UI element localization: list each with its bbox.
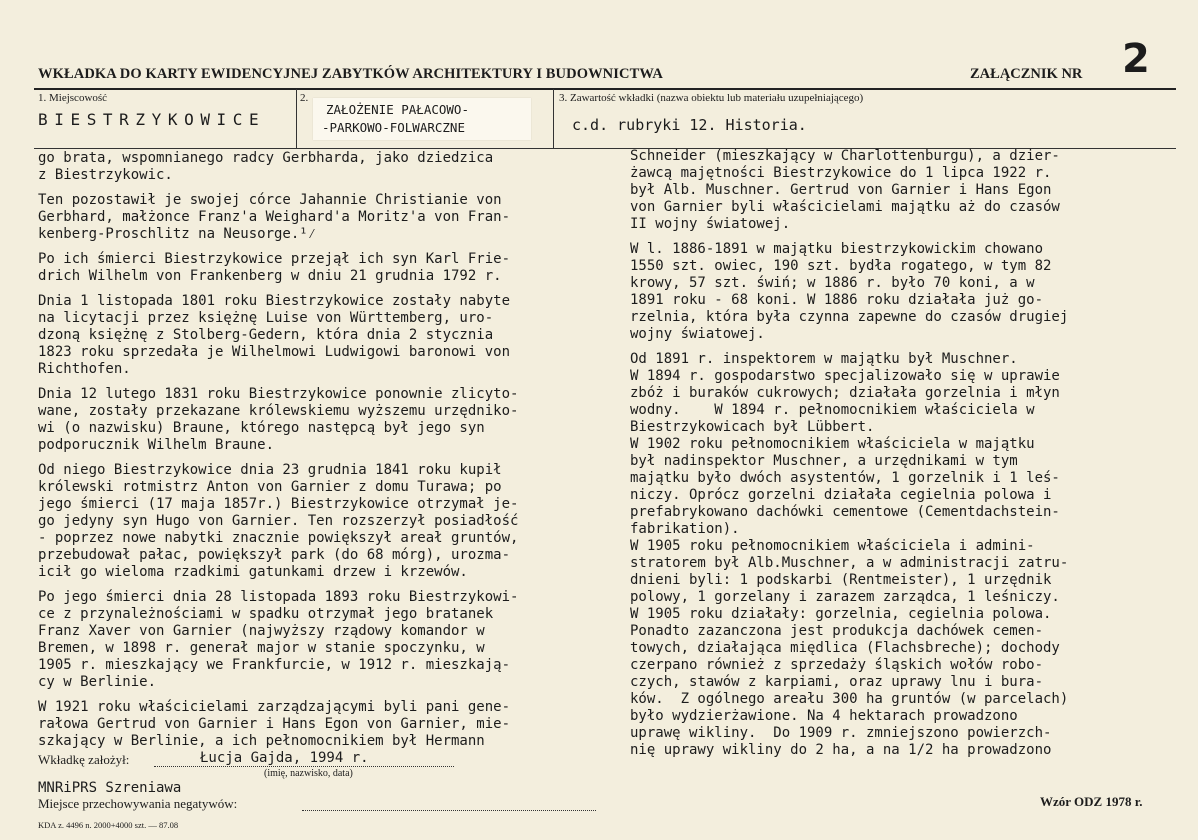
left-column-text-line: kenberg-Proschlitz na Neusorge.¹⁄ bbox=[38, 226, 317, 242]
paragraph-gap bbox=[38, 243, 518, 251]
right-column-text-line: czerpano również z sprzedaży śląskich wołów robo- bbox=[630, 657, 1044, 673]
left-column-text-line: ce z przynależnościami w spadku otrzymał jego bratanek bbox=[38, 606, 494, 622]
right-column-text-line: wodny. W 1894 r. pełnomocnikiem właściciela w bbox=[630, 402, 1035, 418]
left-column-text-line: go jedyny syn Hugo von Garnier. Ten rozszerzył posiadłość bbox=[38, 513, 519, 529]
right-column-text-line: Biestrzykowicach był Lübbert. bbox=[630, 419, 875, 435]
left-column-text-line: Bremen, w 1898 r. generał major w stanie spoczynku, w bbox=[38, 640, 485, 656]
right-column-text-line: stratorem był Alb.Muschner, a w administracji zatru- bbox=[630, 555, 1069, 571]
field-3-value: c.d. rubryki 12. Historia. bbox=[572, 116, 807, 134]
right-column-text-line: 1550 szt. owiec, 190 szt. bydła rogatego, w tym 82 bbox=[630, 258, 1052, 274]
paragraph-gap bbox=[38, 581, 518, 589]
paragraph-gap bbox=[38, 285, 518, 293]
paragraph-gap bbox=[38, 454, 518, 462]
paragraph-gap bbox=[630, 233, 1068, 241]
left-column-text-line: Dnia 12 lutego 1831 roku Biestrzykowice ponownie zlicyto- bbox=[38, 386, 519, 402]
author-value: Łucja Gajda, 1994 r. bbox=[200, 750, 369, 766]
left-column-text-line: Dnia 1 listopada 1801 roku Biestrzykowice zostały nabyte bbox=[38, 293, 511, 309]
field-2-line-1: ZAŁOŻENIE PAŁACOWO- bbox=[326, 102, 469, 117]
right-column-text-line: polowy, 1 gorzelany i zarazem zarządca, 1 leśniczy. bbox=[630, 589, 1060, 605]
left-column-text-line: dzoną księżnę z Stolberg-Gedern, która dnia 2 stycznia bbox=[38, 327, 494, 343]
annex-label: ZAŁĄCZNIK NR bbox=[970, 66, 1083, 82]
right-column-text-line: ków. Z ogólnego areału 300 ha gruntów (w parcelach) bbox=[630, 691, 1069, 707]
left-column-text-line: Ten pozostawił je swojej córce Jahannie Christianie von bbox=[38, 192, 502, 208]
history-right-column bbox=[630, 148, 1068, 759]
right-column-text-line: von Garnier byli właścicielami majątku aż do czasów bbox=[630, 199, 1060, 215]
right-column-text-line: rzelnia, która była czynna zapewne do czasów drugiej bbox=[630, 309, 1069, 325]
right-column-text-line: W 1894 r. gospodarstwo specjalizowało się w uprawie bbox=[630, 368, 1060, 384]
left-column-text-line: Franz Xaver von Garnier (najwyższy rządowy komandor w bbox=[38, 623, 485, 639]
history-left-column bbox=[38, 150, 518, 750]
storage-dotted-line bbox=[302, 810, 596, 811]
right-column-text-line: krowy, 57 szt. świń; w 1886 r. było 70 koni, a w bbox=[630, 275, 1035, 291]
right-column-text-line: W 1902 roku pełnomocnikiem właściciela w majątku bbox=[630, 436, 1035, 452]
left-column-text-line: go brata, wspomnianego radcy Gerbharda, jako dziedzica bbox=[38, 150, 494, 166]
field-3-label: 3. Zawartość wkładki (nazwa obiektu lub materiału uzupełniającego) bbox=[559, 92, 864, 104]
right-column-text-line: był Alb. Muschner. Gertrud von Garnier i Hans Egon bbox=[630, 182, 1052, 198]
left-column-text-line: - poprzez nowe nabytki znacznie powiększył areał gruntów, bbox=[38, 530, 519, 546]
form-pattern: Wzór ODZ 1978 r. bbox=[1040, 794, 1143, 809]
right-column-text-line: żawcą majętności Biestrzykowice do 1 lipca 1922 r. bbox=[630, 165, 1052, 181]
left-column-text-line: rałowa Gertrud von Garnier i Hans Egon von Garnier, mie- bbox=[38, 716, 511, 732]
left-column-text-line: jego śmierci (17 maja 1857r.) Biestrzykowice otrzymał je- bbox=[38, 496, 519, 512]
left-column-text-line: drich Wilhelm von Frankenberg w dniu 21 grudnia 1792 r. bbox=[38, 268, 502, 284]
right-column-text-line: był nadinspektor Muschner, a urzędnikami w tym bbox=[630, 453, 1018, 469]
right-column-text-line: W 1905 roku pełnomocnikiem właściciela i admini- bbox=[630, 538, 1035, 554]
right-column-text-line: W l. 1886-1891 w majątku biestrzykowickim chowano bbox=[630, 241, 1044, 257]
annex-number: 2 bbox=[1122, 36, 1150, 82]
right-column-text-line: Od 1891 r. inspektorem w majątku był Muschner. bbox=[630, 351, 1018, 367]
right-column-text-line: uprawę wikliny. Do 1909 r. zmniejszono powierzch- bbox=[630, 725, 1052, 741]
right-column-text-line: towych, działająca międlica (Flachsbreche); dochody bbox=[630, 640, 1060, 656]
field-1-label: 1. Miejscowość bbox=[38, 92, 108, 104]
right-column-text-line: czych, stawów z karpiami, oraz uprawy lnu i bura- bbox=[630, 674, 1044, 690]
left-column-text-line: cy w Berlinie. bbox=[38, 674, 157, 690]
right-column-text-line: II wojny światowej. bbox=[630, 216, 791, 232]
right-column-text-line: nię uprawy wikliny do 2 ha, a na 1/2 ha prowadzono bbox=[630, 742, 1052, 758]
left-column-text-line: Gerbhard, małżonce Franz'a Weighard'a Moritz'a von Fran- bbox=[38, 209, 511, 225]
left-column-text-line: W 1921 roku właścicielami zarządzającymi byli pani gene- bbox=[38, 699, 511, 715]
right-column-text-line: fabrikation). bbox=[630, 521, 740, 537]
left-column-text-line: na licytacji przez księżnę Luise von Württemberg, uro- bbox=[38, 310, 494, 326]
right-column-text-line: było wydzierżawione. Na 4 hektarach prowadzono bbox=[630, 708, 1018, 724]
author-caption: (imię, nazwisko, data) bbox=[264, 768, 353, 779]
right-column-text-line: wojny światowej. bbox=[630, 326, 765, 342]
left-column-text-line: Po jego śmierci dnia 28 listopada 1893 roku Biestrzykowi- bbox=[38, 589, 519, 605]
author-label: Wkładkę założył: bbox=[38, 752, 130, 767]
right-column-text-line: niczy. Oprócz gorzelni działała cegielnia polowa i bbox=[630, 487, 1052, 503]
right-column-text-line: Ponadto zazanczona jest produkcja dachówek cemen- bbox=[630, 623, 1044, 639]
left-column-text-line: icił go wieloma rzadkimi gatunkami drzew i krzewów. bbox=[38, 564, 468, 580]
right-column-text-line: W 1905 roku działały: gorzelnia, cegielnia polowa. bbox=[630, 606, 1052, 622]
field-1-value: BIESTRZYKOWICE bbox=[38, 110, 266, 129]
author-dotted-line bbox=[154, 766, 454, 767]
left-column-text-line: Od niego Biestrzykowice dnia 23 grudnia 1841 roku kupił bbox=[38, 462, 502, 478]
field-2-line-2: -PARKOWO-FOLWARCZNE bbox=[322, 120, 465, 135]
paragraph-gap bbox=[38, 378, 518, 386]
right-column-text-line: zbóż i buraków cukrowych; działała gorzelnia i młyn bbox=[630, 385, 1060, 401]
card-title: WKŁADKA DO KARTY EWIDENCYJNEJ ZABYTKÓW ARCHITEKTURY I BUDOWNICTWA bbox=[38, 66, 663, 82]
left-column-text-line: wi (o nazwisku) Braune, którego następcą był jego syn bbox=[38, 420, 485, 436]
paragraph-gap bbox=[630, 343, 1068, 351]
left-column-text-line: królewski rotmistrz Anton von Garnier z domu Turawa; po bbox=[38, 479, 502, 495]
left-column-text-line: podporucznik Wilhelm Braune. bbox=[38, 437, 275, 453]
storage-label: Miejsce przechowywania negatywów: bbox=[38, 796, 238, 811]
field-divider-2 bbox=[553, 89, 554, 149]
header-rule bbox=[34, 88, 1176, 90]
right-column-text-line: 1891 roku - 68 koni. W 1886 roku działała już go- bbox=[630, 292, 1044, 308]
left-column-text-line: z Biestrzykowic. bbox=[38, 167, 173, 183]
right-column-text-line: dnieni byli: 1 podskarbi (Rentmeister), 1 urzędnik bbox=[630, 572, 1052, 588]
left-column-text-line: wane, zostały przekazane królewskiemu wyższemu urzędniko- bbox=[38, 403, 519, 419]
right-column-text-line: prefabrykowano dachówki cementowe (Cementdachstein- bbox=[630, 504, 1060, 520]
field-divider-1 bbox=[296, 89, 297, 149]
print-info: KDA z. 4496 n. 2000+4000 szt. — 87.08 bbox=[38, 820, 179, 830]
left-column-text-line: 1905 r. mieszkający we Frankfurcie, w 1912 r. mieszkają- bbox=[38, 657, 511, 673]
storage-value: MNRiPRS Szreniawa bbox=[38, 780, 182, 796]
left-column-text-line: przebudował pałac, powiększył park (do 68 mórg), urozma- bbox=[38, 547, 511, 563]
right-column-text-line: Schneider (mieszkający w Charlottenburgu), a dzier- bbox=[630, 148, 1060, 164]
left-column-text-line: Po ich śmierci Biestrzykowice przejął ich syn Karl Frie- bbox=[38, 251, 511, 267]
field-2-label: 2. bbox=[300, 92, 309, 104]
left-column-text-line: 1823 roku sprzedała je Wilhelmowi Ludwigowi baronowi von bbox=[38, 344, 511, 360]
paragraph-gap bbox=[38, 184, 518, 192]
left-column-text-line: Richthofen. bbox=[38, 361, 131, 377]
paragraph-gap bbox=[38, 691, 518, 699]
right-column-text-line: majątku było dwóch asystentów, 1 gorzelnik i 1 leś- bbox=[630, 470, 1060, 486]
left-column-text-line: szkający w Berlinie, a ich pełnomocnikiem był Hermann bbox=[38, 733, 485, 749]
